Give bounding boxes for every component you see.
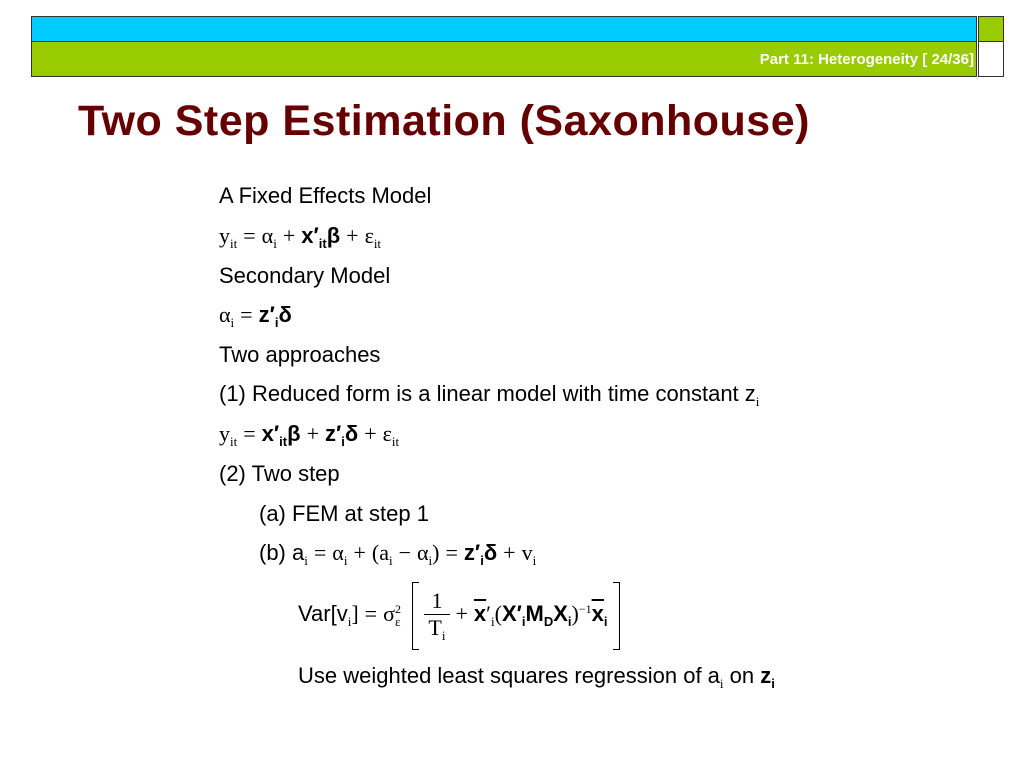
weighted-least-squares-line: Use weighted least squares regression of $a_i$ on $z_i$ (298, 663, 775, 691)
header-corner-bottom (978, 42, 1004, 77)
equation-secondary: $\alpha_i = z'_i\delta$ (219, 302, 292, 330)
two-step-heading: (2) Two step (219, 461, 340, 486)
slide-part-label: Part 11: Heterogeneity [ 24/36] (759, 51, 974, 68)
step-a-line: (a) FEM at step 1 (259, 501, 429, 526)
secondary-model-heading: Secondary Model (219, 263, 391, 288)
equation-reduced-form: $y_{it} = x'_{it}\beta + z'_i\delta + \varepsilon_{it}$ (219, 421, 400, 449)
equation-fixed-effects: $y_{it} = \alpha_i + x'_{it}\beta + \varepsilon_{it}$ (219, 223, 382, 251)
slide-title: Two Step Estimation (Saxonhouse) (78, 97, 810, 145)
header-bar-top (31, 16, 977, 42)
step-b-equation: (b) $a_i = \alpha_i + (a_i - \alpha_i) = z'_i\delta + v_i$ (259, 540, 537, 568)
reduced-form-line: (1) Reduced form is a linear model with time constant $z_i$ (219, 381, 760, 409)
header-corner-top (978, 16, 1004, 42)
variance-equation: $Var[v_i] = \sigma^2_\varepsilon$ $\frac{1}{T_i}$ + $\overline{x}'_i(X'_iM_DX_i)^{-1}\overline{x}_i$ (298, 582, 620, 650)
fixed-effects-heading: A Fixed Effects Model (219, 183, 432, 208)
two-approaches-heading: Two approaches (219, 342, 381, 367)
